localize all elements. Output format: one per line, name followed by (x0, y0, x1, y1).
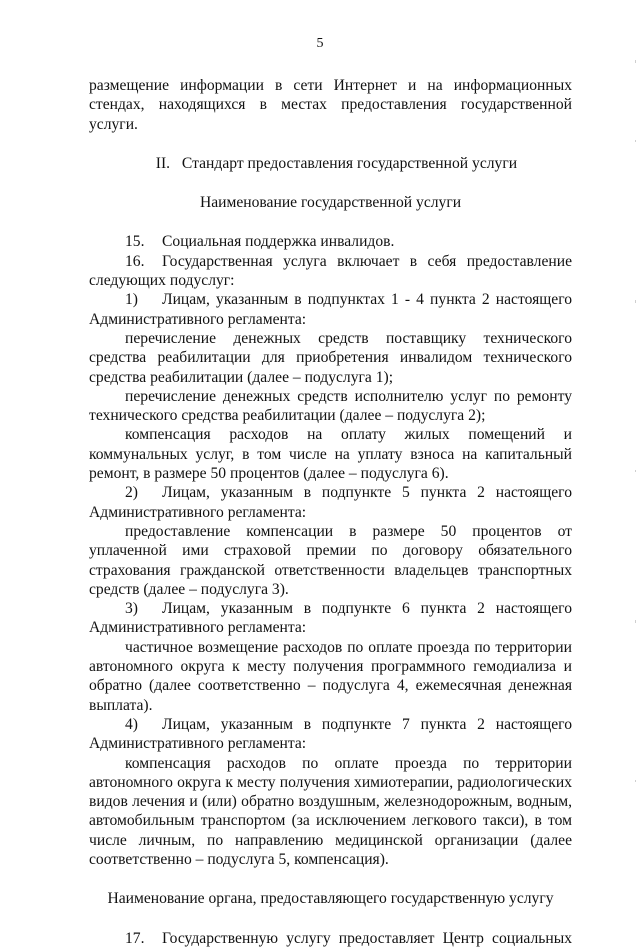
paragraph-number: 16. (125, 252, 145, 270)
subitem-3-a: частичное возмещение расходов по оплате проезда по территории автономного округа к месту получения программного гемодиализа и обратно (далее соответственно – подуслуга 4, ежемесячная денежная выплата). (89, 638, 572, 714)
subitem-number: 1) (125, 291, 138, 309)
paragraph-15: 15. Социальная поддержка инвалидов. (125, 233, 395, 251)
intro-paragraph: размещение информации в сети Интернет и на информационных стендах, находящихся в местах предоставления государственной услуги. (89, 77, 572, 133)
paragraph-number: 17. (125, 929, 145, 947)
document-body (89, 76, 572, 948)
paragraph-number: 15. (125, 233, 145, 251)
subitem-number: 3) (125, 600, 138, 618)
paragraph-17: 17. Государственную услугу предоставляет Центр социальных (125, 929, 572, 947)
section-title: Стандарт предоставления государственной услуги (181, 154, 518, 172)
subitem-3: 3) Лицам, указанным в подпункте 6 пункта 2 настоящего Административного регламента: (89, 600, 572, 637)
section-heading (89, 154, 572, 173)
subheading-service-name: Наименование государственной услуги (199, 194, 462, 212)
paragraph-16: 16. Государственная услуга включает в себя предоставление следующих подуслуг: (89, 252, 572, 290)
subitem-1-b: перечисление денежных средств исполнителю услуг по ремонту технического средства реабилитации (далее – подуслуга 2); (89, 387, 572, 425)
subitem-2: 2) Лицам, указанным в подпункте 5 пункта 2 настоящего Административного регламента: (89, 484, 572, 521)
subitem-1: 1) Лицам, указанным в подпунктах 1 - 4 пункта 2 настоящего Административного регламента: (89, 291, 572, 328)
scan-edge-marks (626, 0, 640, 905)
section-numeral: II. (155, 154, 171, 172)
subitem-2-a: предоставление компенсации в размере 50 процентов от уплаченной ими страховой премии по договору обязательного страхования гражданской ответственности владельцев транспортных средств (далее – подуслуга 3). (89, 522, 572, 598)
subitem-1-a: перечисление денежных средств поставщику технического средства реабилитации для приобретения инвалидом технического средства реабилитации (далее – подуслуга 1); (89, 329, 572, 386)
subitem-number: 2) (125, 484, 138, 502)
subitem-1-c: компенсация расходов на оплату жилых помещений и коммунальных услуг, в том числе на уплату взноса на капитальный ремонт, в размере 50 процентов (далее – подуслуга 6). (89, 426, 572, 483)
subheading-organ: Наименование органа, предоставляющего государственную услугу (107, 890, 554, 908)
page-number: 5 (316, 36, 324, 51)
subitem-4: 4) Лицам, указанным в подпункте 7 пункта 2 настоящего Административного регламента: (89, 715, 572, 753)
subitem-number: 4) (125, 715, 138, 733)
subitem-4-a: компенсация расходов по оплате проезда по территории автономного округа к месту получения химиотерапии, радиологических видов лечения и (или) обратно воздушным, железнодорожным, водным, автомобильным транспортом (за исключением легкового такси), в том числе личным, по направлению медицинской организации (далее соответственно – подуслуга 5, компенсация). (89, 754, 572, 868)
